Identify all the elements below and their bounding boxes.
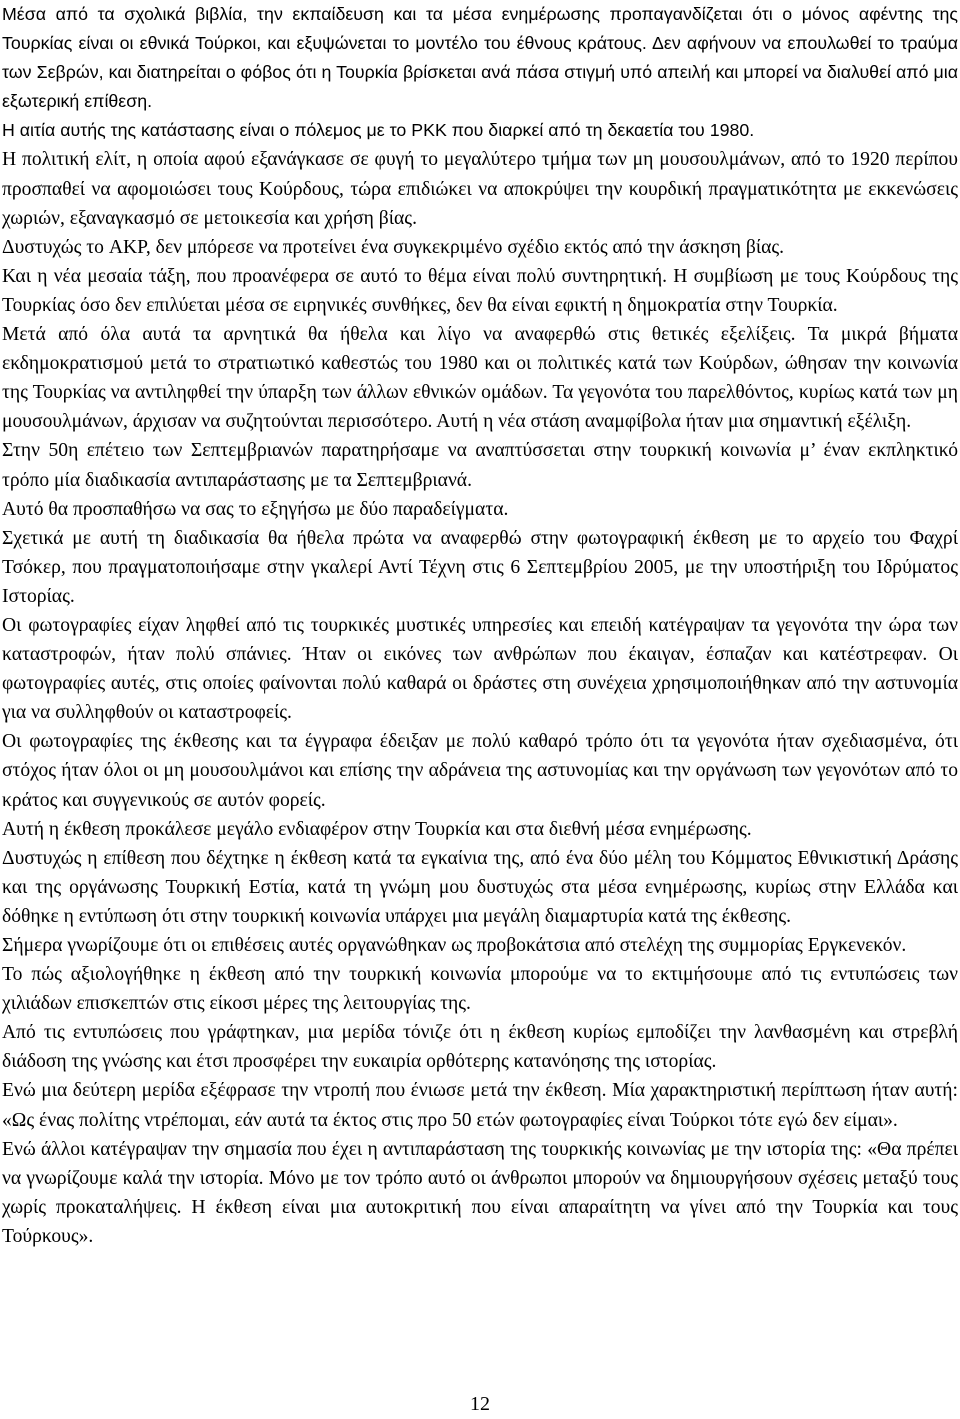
paragraph-4: Δυστυχώς το AKP, δεν μπόρεσε να προτείνει ένα συγκεκριμένο σχέδιο εκτός από την άσκηση βίας. bbox=[2, 236, 785, 258]
paragraph-10: Οι φωτογραφίες είχαν ληφθεί από τις τουρκικές μυστικές υπηρεσίες και επειδή κατέγραψαν τα γεγονότα την ώρα των καταστροφών, ήταν πολύ σπάνιες. Ήταν οι εικόνες των ανθρώπων που έκαιγαν, έσπαζαν και κατέστρεφαν. Οι φωτογραφίες αυτές, στις οποίες φαίνονται πολύ καθαρά οι δράστες στη συνέχεια χρησιμοποιήθηκαν από την αστυνομία για να συλληφθούν οι καταστροφείς. bbox=[2, 614, 958, 724]
body-text bbox=[2, 0, 958, 1251]
paragraph-17: Ενώ μια δεύτερη μερίδα εξέφρασε την ντροπή που ένιωσε μετά την έκθεση. Μία χαρακτηριστική περίπτωση ήταν αυτή: «Ως ένας πολίτης ντρέπομαι, εάν αυτά τα έκτος στις προ 50 ετών φωτογραφίες είναι Τούρκοι τότε εγώ δεν είμαι». bbox=[2, 1080, 958, 1131]
paragraph-7: Στην 50η επέτειο των Σεπτεμβριανών παρατηρήσαμε να αναπτύσσεται στην τουρκική κοινωνία μ’ έναν εκπληκτικό τρόπο μία διαδικασία αντιπαράστασης με τα Σεπτεμβριανά. bbox=[2, 440, 958, 491]
paragraph-14: Σήμερα γνωρίζουμε ότι οι επιθέσεις αυτές οργανώθηκαν ως προβοκάτσια από στελέχη της συμμορίας Εργκενεκόν. bbox=[2, 935, 907, 956]
paragraph-13: Δυστυχώς η επίθεση που δέχτηκε η έκθεση κατά τα εγκαίνια της, από ένα δύο μέλη του Κόμματος Εθνικιστική Δράσης και της οργάνωσης Τουρκική Εστία, κατά τη γνώμη μου δυστυχώς στα μέσα ενημέρωσης, κυρίως στην Ελλάδα και δόθηκε η εντύπωση ότι στην τουρκική κοινωνία υπάρχει μια μεγάλη διαμαρτυρία κατά της έκθεσης. bbox=[2, 847, 958, 927]
paragraph-8: Αυτό θα προσπαθήσω να σας το εξηγήσω με δύο παραδείγματα. bbox=[2, 498, 509, 520]
paragraph-3: Η πολιτική ελίτ, η οποία αφού εξανάγκασε σε φυγή το μεγαλύτερο τμήμα των μη μουσουλμάνων, από το 1920 περίπου προσπαθεί να αφομοιώσει τους Κούρδους, τώρα επιδιώκει να αποκρύψει την κουρδική πραγματικότητα με εκκενώσεις χωριών, εξαναγκασμό σε μετοικεσία και χρήση βίας. bbox=[2, 149, 958, 229]
paragraph-9: Σχετικά με αυτή τη διαδικασία θα ήθελα πρώτα να αναφερθώ στην φωτογραφική έκθεση με το αρχείο του Φαχρί Τσόκερ, που πραγματοποιήσαμε στην γκαλερί Αντί Τέχνη στις 6 Σεπτεμβρίου 2005, με την υποστήριξη του Ιδρύματος Ιστορίας. bbox=[2, 527, 958, 607]
paragraph-2: Η αιτία αυτής της κατάστασης είναι ο πόλεμος με το PKK που διαρκεί από τη δεκαετία του 1980. bbox=[2, 120, 755, 141]
paragraph-1: Μέσα από τα σχολικά βιβλία, την εκπαίδευση και τα μέσα ενημέρωσης προπαγανδίζεται ότι ο μόνος αφέντης της Τουρκίας είναι οι εθνικά Τούρκοι, και εξυψώνεται το μοντέλο του έθνους κράτους. Δεν αφήνουν να επουλωθεί το τραύμα των Σεβρών, και διατηρείται ο φόβος ότι η Τουρκία βρίσκεται ανά πάσα στιγμή υπό απειλή και μπορεί να διαλυθεί από μια εξωτερική επίθεση. bbox=[2, 4, 958, 112]
paragraph-18: Ενώ άλλοι κατέγραψαν την σημασία που έχει η αντιπαράσταση της τουρκικής κοινωνίας με την ιστορία της: «Θα πρέπει να γνωρίζουμε καλά την ιστορία. Μόνο με τον τρόπο αυτό οι άνθρωποι μπορούν να δημιουργήσουν σχέσεις μεταξύ τους χωρίς προκαταλήψεις. Η έκθεση είναι μια αυτοκριτική που είναι απαραίτητη να γίνει από την Τουρκία και τους Τούρκους». bbox=[2, 1138, 958, 1247]
paragraph-12: Αυτή η έκθεση προκάλεσε μεγάλο ενδιαφέρον στην Τουρκία και στα διεθνή μέσα ενημέρωσης. bbox=[2, 818, 752, 840]
paragraph-6: Μετά από όλα αυτά τα αρνητικά θα ήθελα και λίγο να αναφερθώ στις θετικές εξελίξεις. Τα μικρά βήματα εκδημοκρατισμού μετά το στρατιωτικό καθεστώς του 1980 και οι πολιτικές κατά των Κούρδων, ώθησαν την κοινωνία της Τουρκίας να αντιληφθεί την ύπαρξη των άλλων εθνικών ομάδων. Τα γεγονότα του παρελθόντος, κυρίως κατά των μη μουσουλμάνων, άρχισαν να συζητούνται περισσότερο. Αυτή η νέα στάση αναμφίβολα ήταν μια σημαντική εξέλιξη. bbox=[2, 324, 958, 433]
paragraph-11: Οι φωτογραφίες της έκθεσης και τα έγγραφα έδειξαν με πολύ καθαρό τρόπο ότι τα γεγονότα ήταν σχεδιασμένα, ότι στόχος ήταν όλοι οι μη μουσουλμάνοι και επίσης την αδράνεια της αστυνομίας και την οργάνωση των γεγονότων από το κράτος και συγγενικούς σε αυτόν φορείς. bbox=[2, 731, 958, 811]
page-number: 12 bbox=[470, 1393, 490, 1415]
paragraph-16: Από τις εντυπώσεις που γράφτηκαν, μια μερίδα τόνιζε ότι η έκθεση κυρίως εμποδίζει την λανθασμένη και στρεβλή διάδοση της γνώσης και έτσι προσφέρει την ευκαιρία ορθότερης κατανόησης της ιστορίας. bbox=[2, 1022, 958, 1073]
paragraph-5: Και η νέα μεσαία τάξη, που προανέφερα σε αυτό το θέμα είναι πολύ συντηρητική. Η συμβίωση με τους Κούρδους της Τουρκίας όσο δεν επιλύεται μέσα σε ειρηνικές συνθήκες, δεν θα είναι εφικτή η δημοκρατία στην Τουρκία. bbox=[2, 265, 958, 316]
paragraph-15: Το πώς αξιολογήθηκε η έκθεση από την τουρκική κοινωνία μπορούμε να το εκτιμήσουμε από τις εντυπώσεις των χιλιάδων επισκεπτών στις είκοσι μέρες της λειτουργίας της. bbox=[2, 964, 958, 1015]
